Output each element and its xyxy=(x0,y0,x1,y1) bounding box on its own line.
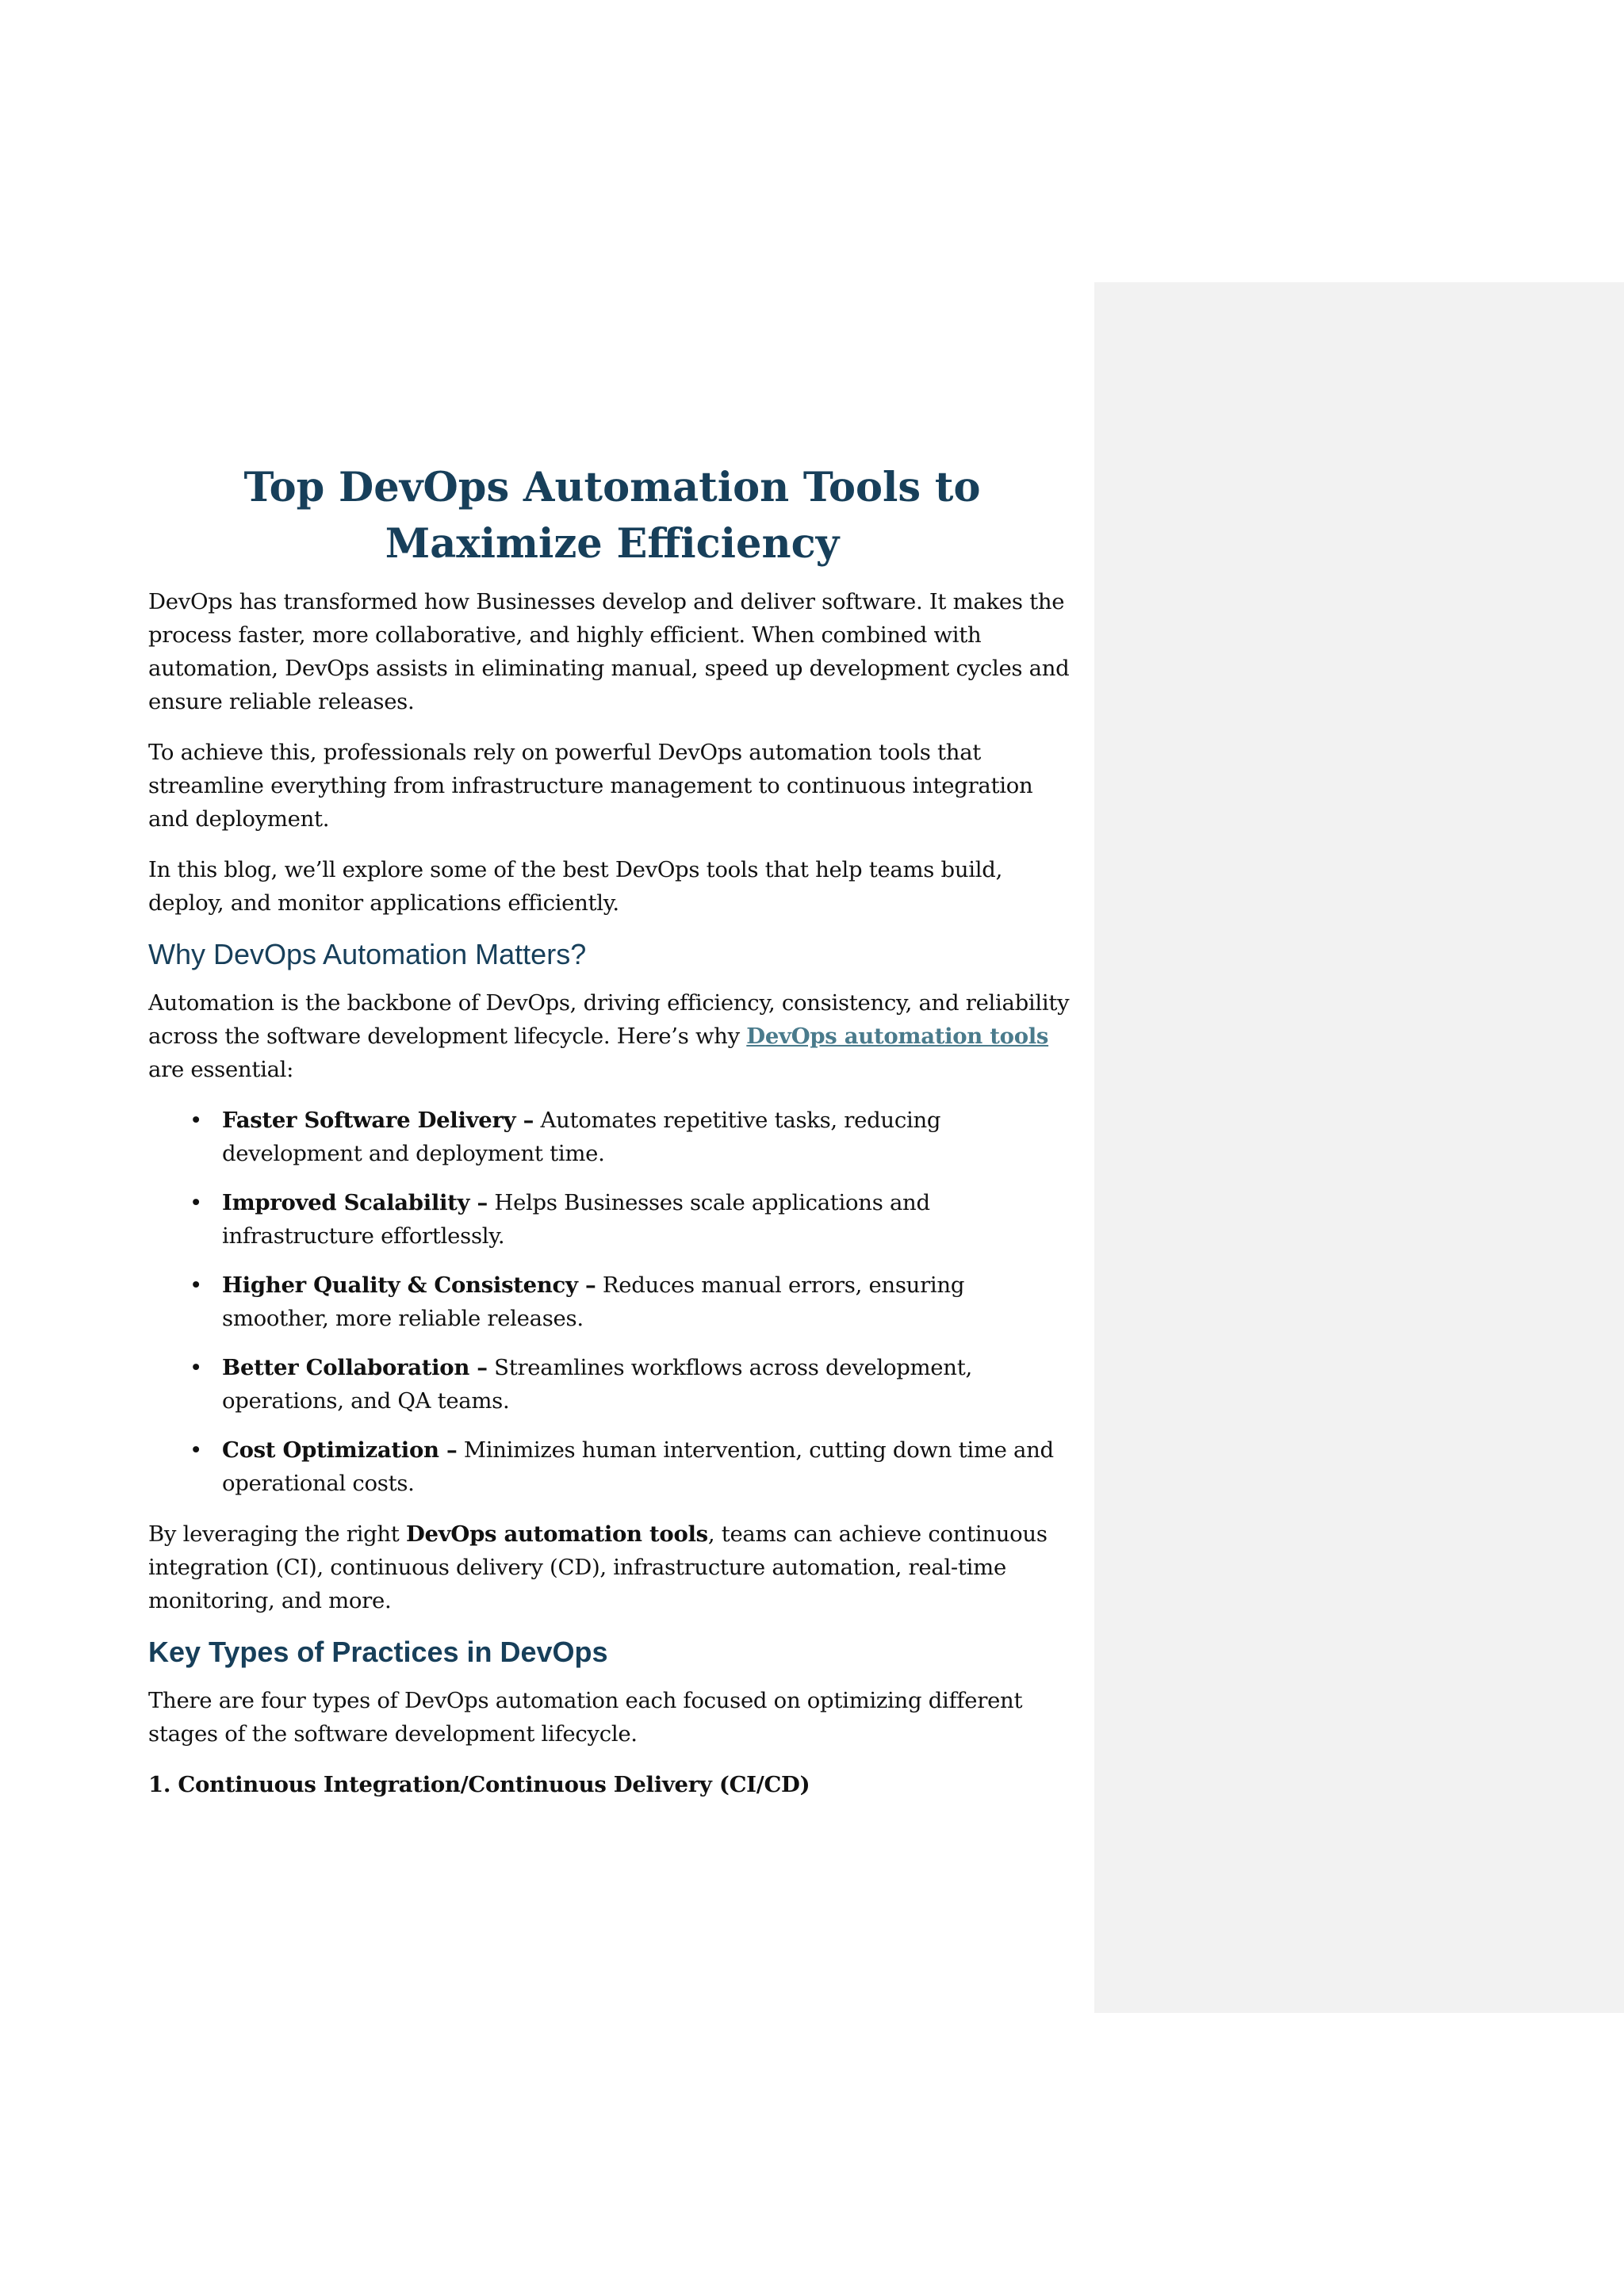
list-item-text: Helps Businesses scale applications and infrastructure effortlessly. xyxy=(222,1190,930,1249)
bullet-icon: • xyxy=(190,1108,202,1133)
list-item xyxy=(148,1186,1076,1253)
why-text-before-link: Automation is the backbone of DevOps, driving efficiency, consistency, and reliability across the software development lifecycle. Here’s why xyxy=(148,990,1070,1049)
list-item-term: Cost Optimization – xyxy=(222,1437,458,1463)
sidebar-panel xyxy=(1094,282,1624,2013)
closing-bold-phrase: DevOps automation tools xyxy=(406,1521,708,1547)
closing-text-after-bold: , teams can achieve continuous integration (CI), continuous delivery (CD), infrastructure automation, real-time monitoring, and more. xyxy=(148,1521,1048,1613)
subheading-ci-cd: 1. Continuous Integration/Continuous Delivery (CI/CD) xyxy=(148,1772,810,1797)
why-text-after-link: are essential: xyxy=(148,1057,294,1082)
intro-paragraph-2: To achieve this, professionals rely on powerful DevOps automation tools that streamline everything from infrastructure management to continuous integration and deployment. xyxy=(148,740,1033,832)
list-item-term: Faster Software Delivery – xyxy=(222,1108,534,1133)
page-title: Top DevOps Automation Tools to Maximize Efficiency xyxy=(243,464,981,568)
list-item-text: Minimizes human intervention, cutting down time and operational costs. xyxy=(222,1437,1054,1496)
intro-paragraph-1: DevOps has transformed how Businesses develop and deliver software. It makes the process faster, more collaborative, and highly efficient. When combined with automation, DevOps assists in eliminating manual, speed up development cycles and ensure reliable releases. xyxy=(148,589,1070,714)
section-heading-key-types: Key Types of Practices in DevOps xyxy=(148,1636,608,1668)
list-item xyxy=(148,1104,1076,1170)
bullet-icon: • xyxy=(190,1272,202,1298)
list-item-text: Streamlines workflows across development, operations, and QA teams. xyxy=(222,1355,972,1414)
closing-paragraph xyxy=(148,1517,1076,1617)
list-item-term: Improved Scalability – xyxy=(222,1190,488,1215)
list-item xyxy=(148,1269,1076,1335)
key-types-paragraph: There are four types of DevOps automation each focused on optimizing different stages of the software development lifecycle. xyxy=(148,1688,1023,1747)
list-item-text: Automates repetitive tasks, reducing development and deployment time. xyxy=(222,1108,941,1166)
why-paragraph xyxy=(148,986,1076,1086)
bullet-icon: • xyxy=(190,1437,202,1463)
devops-automation-tools-link[interactable]: DevOps automation tools xyxy=(746,1024,1049,1049)
article-body xyxy=(148,460,1076,1801)
benefits-list xyxy=(148,1104,1076,1500)
bullet-icon: • xyxy=(190,1355,202,1380)
closing-text-before-bold: By leveraging the right xyxy=(148,1521,406,1547)
intro-paragraph-3: In this blog, we’ll explore some of the best DevOps tools that help teams build, deploy, and monitor applications efficiently. xyxy=(148,857,1003,916)
list-item-term: Better Collaboration – xyxy=(222,1355,488,1380)
bullet-icon: • xyxy=(190,1190,202,1215)
list-item xyxy=(148,1433,1076,1500)
list-item-text: Reduces manual errors, ensuring smoother, more reliable releases. xyxy=(222,1272,965,1331)
section-heading-why: Why DevOps Automation Matters? xyxy=(148,938,587,970)
list-item xyxy=(148,1351,1076,1418)
list-item-term: Higher Quality & Consistency – xyxy=(222,1272,596,1298)
